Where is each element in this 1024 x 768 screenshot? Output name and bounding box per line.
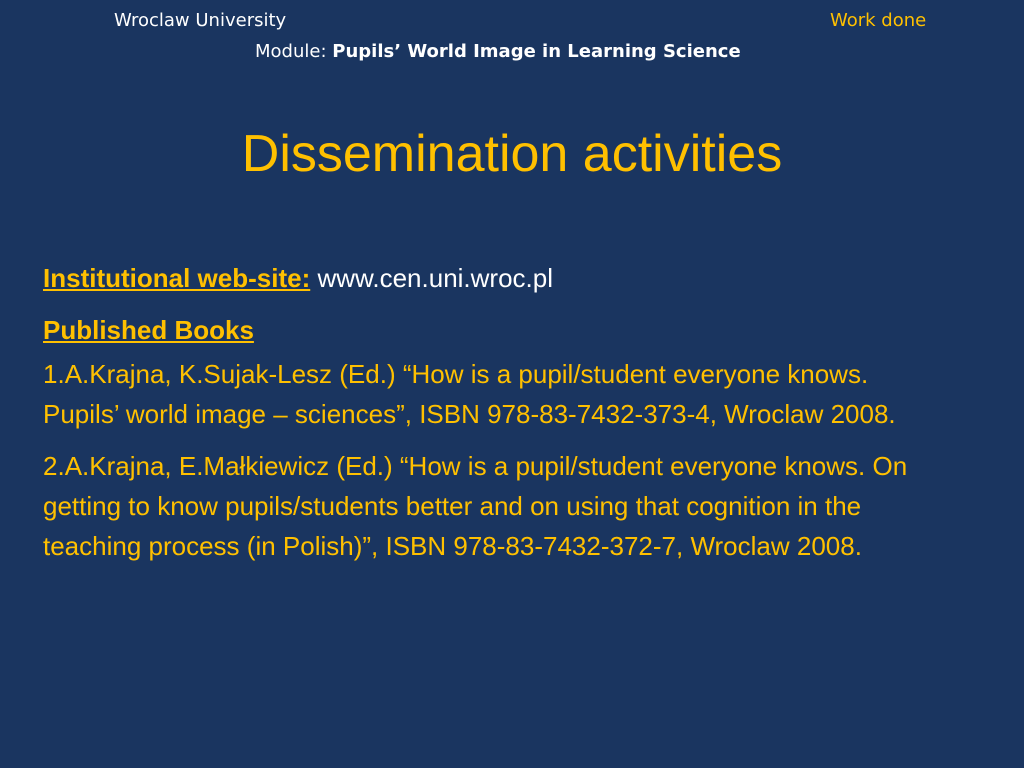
status-label: Work done: [830, 10, 927, 31]
book-number: 1.: [43, 359, 65, 389]
book-item-1: [43, 354, 923, 434]
module-label: Module:: [255, 41, 327, 62]
book-text: A.Krajna, E.Małkiewicz (Ed.) “How is a pupil/student everyone knows. On getting to know pupils/students better and on using that cognition in the teaching process (in Polish)”, ISBN 978-83-7432-372-7, Wroclaw 2008.: [43, 451, 908, 561]
university-name: Wroclaw University: [114, 10, 287, 31]
slide-title: Dissemination activities: [241, 125, 783, 183]
website-row: [43, 258, 993, 298]
book-item-2: [43, 446, 923, 566]
website-label: Institutional web-site:: [43, 263, 311, 293]
website-url[interactable]: www.cen.uni.wroc.pl: [317, 263, 554, 293]
book-number: 2.: [43, 451, 65, 481]
slide-content: [43, 258, 993, 566]
module-name: Pupils’ World Image in Learning Science: [332, 41, 741, 62]
published-books-heading: Published Books: [43, 315, 254, 345]
book-text: A.Krajna, K.Sujak-Lesz (Ed.) “How is a pupil/student everyone knows. Pupils’ world image – sciences”, ISBN 978-83-7432-373-4, Wroclaw 2008.: [43, 359, 896, 429]
module-line: [255, 41, 741, 63]
